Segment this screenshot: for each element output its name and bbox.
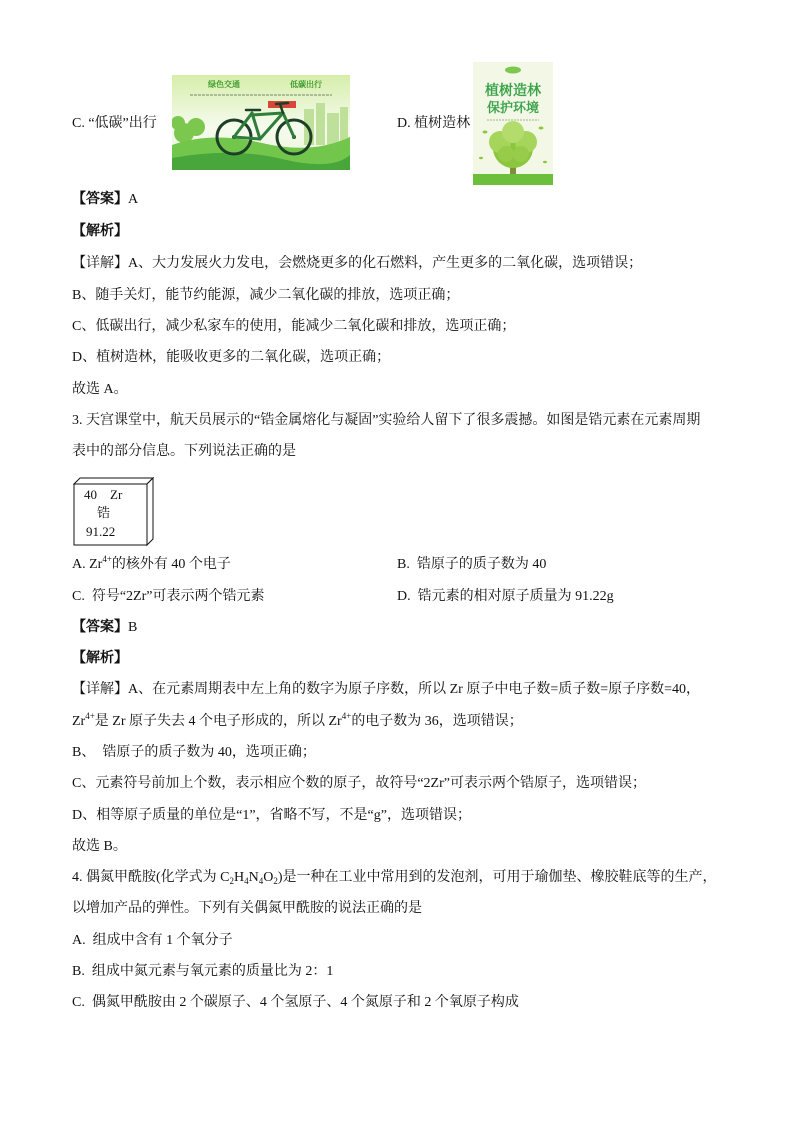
q2-detail-line-3: C、低碳出行，减少私家车的使用，能减少二氧化碳和排放，选项正确； [72,319,516,334]
q2-answer [72,190,138,210]
card-top-face [74,478,153,484]
q2-conclusion: 故选 A。 [72,382,128,397]
detail-text: A、大力发展火力发电，会燃烧更多的化石燃料，产生更多的二氧化碳，选项错误； [128,256,643,271]
q3-stem-line-1: 3. 天宫课堂中，航天员展示的“锆金属熔化与凝固”实验给人留下了很多震撼。如图是锆元素在元素周期 [72,413,701,428]
q3-conclusion: 故选 B。 [72,839,127,854]
detail-text: Zr [72,714,86,729]
formula-subscript: 4 [244,876,249,886]
q3-answer [72,618,137,638]
card-element-name: 锆 [97,505,111,520]
chemical-formula [220,870,278,885]
q3-detail-line-4: C、元素符号前加上个数，表示相应个数的原子，故符号“2Zr”可表示两个锆原子，选项错误； [72,776,646,791]
detail-text: 是 Zr 原子失去 4 个电子形成的，所以 Zr [94,714,342,729]
poster-title-line1: 植树造林 [485,82,541,98]
ion-charge: 4+ [85,711,95,721]
detail-tag: 【详解】 [72,256,128,271]
ion-charge: 4+ [102,554,112,564]
q3-detail-line-3: B、 锆原子的质子数为 40，选项正确； [72,745,316,760]
q3-detail-line-1 [72,680,700,700]
card-side-face [147,478,153,545]
q2-option-d-label: D. 植树造林 [397,116,471,131]
q3-option-c: C. 符号“2Zr”可表示两个锆元素 [72,589,265,604]
poster-title-line2: 保护环境 [486,100,540,115]
q2-option-c-label: C. “低碳”出行 [72,116,157,131]
q2-analysis-tag [72,222,128,242]
stem-text: 4. 偶氮甲酰胺(化学式为 [72,870,221,885]
analysis-tag: 【解析】 [72,224,128,239]
q4-option-c: C. 偶氮甲酰胺由 2 个碳原子、4 个氢原子、4 个氮原子和 2 个氧原子构成 [72,995,519,1010]
poster-logo-leaf [505,67,521,74]
poster-heading-right: 低碳出行 [290,80,322,89]
detail-text: 的电子数为 36，选项错误； [351,714,523,729]
card-symbol: Zr [110,487,123,502]
q2-detail-line-4: D、植树造林，能吸收更多的二氧化碳，选项正确； [72,350,391,365]
formula-element: O [263,870,274,885]
q3-analysis-tag [72,649,128,669]
q2-detail-line-2: B、随手关灯，能节约能源，减少二氧化碳的排放，选项正确； [72,288,460,303]
answer-tag: 【答案】 [72,192,128,207]
formula-subscript: 4 [258,876,264,886]
detail-text: A、在元素周期表中左上角的数字为原子序数，所以 Zr 原子中电子数=质子数=原子序数=40， [128,682,701,697]
card-atomic-number: 40 [84,487,97,502]
option-text: A. Zr [72,557,103,572]
ion-charge: 4+ [341,711,352,721]
q4-option-b: B. 组成中氮元素与氧元素的质量比为 2：1 [72,964,334,979]
q3-detail-line-2 [72,712,523,732]
low-carbon-bicycle-poster [172,75,350,170]
stem-text: )是一种在工业中常用到的发泡剂，可用于瑜伽垫、橡胶鞋底等的生产， [277,870,717,885]
q3-detail-line-5: D、相等原子质量的单位是“1”，省略不写，不是“g”，选项错误； [72,808,471,823]
q3-stem-line-2: 表中的部分信息。下列说法正确的是 [72,444,296,459]
formula-element: C [220,870,230,885]
q4-stem-line-2: 以增加产品的弹性。下列有关偶氮甲酰胺的说法正确的是 [72,901,422,916]
q3-option-b: B. 锆原子的质子数为 40 [397,557,547,572]
tree-planting-poster [473,62,553,185]
detail-tag: 【详解】 [72,682,128,697]
option-text: 的核外有 40 个电子 [111,557,231,572]
formula-subscript: 2 [273,876,278,886]
q3-option-a [72,555,231,575]
answer-value: B [128,620,138,635]
q2-detail-line-1 [72,254,642,274]
formula-element: H [234,870,245,885]
answer-tag: 【答案】 [72,620,128,635]
q4-stem-line-1 [72,868,717,888]
formula-element: N [248,870,259,885]
analysis-tag: 【解析】 [72,651,128,666]
poster-heading-left: 绿色交通 [208,80,240,89]
poster-grass [473,174,553,185]
q3-option-d: D. 锆元素的相对原子质量为 91.22g [397,589,614,604]
q4-option-a: A. 组成中含有 1 个氧分子 [72,933,233,948]
answer-value: A [128,192,139,207]
card-atomic-mass: 91.22 [86,524,116,539]
formula-subscript: 2 [229,876,235,886]
